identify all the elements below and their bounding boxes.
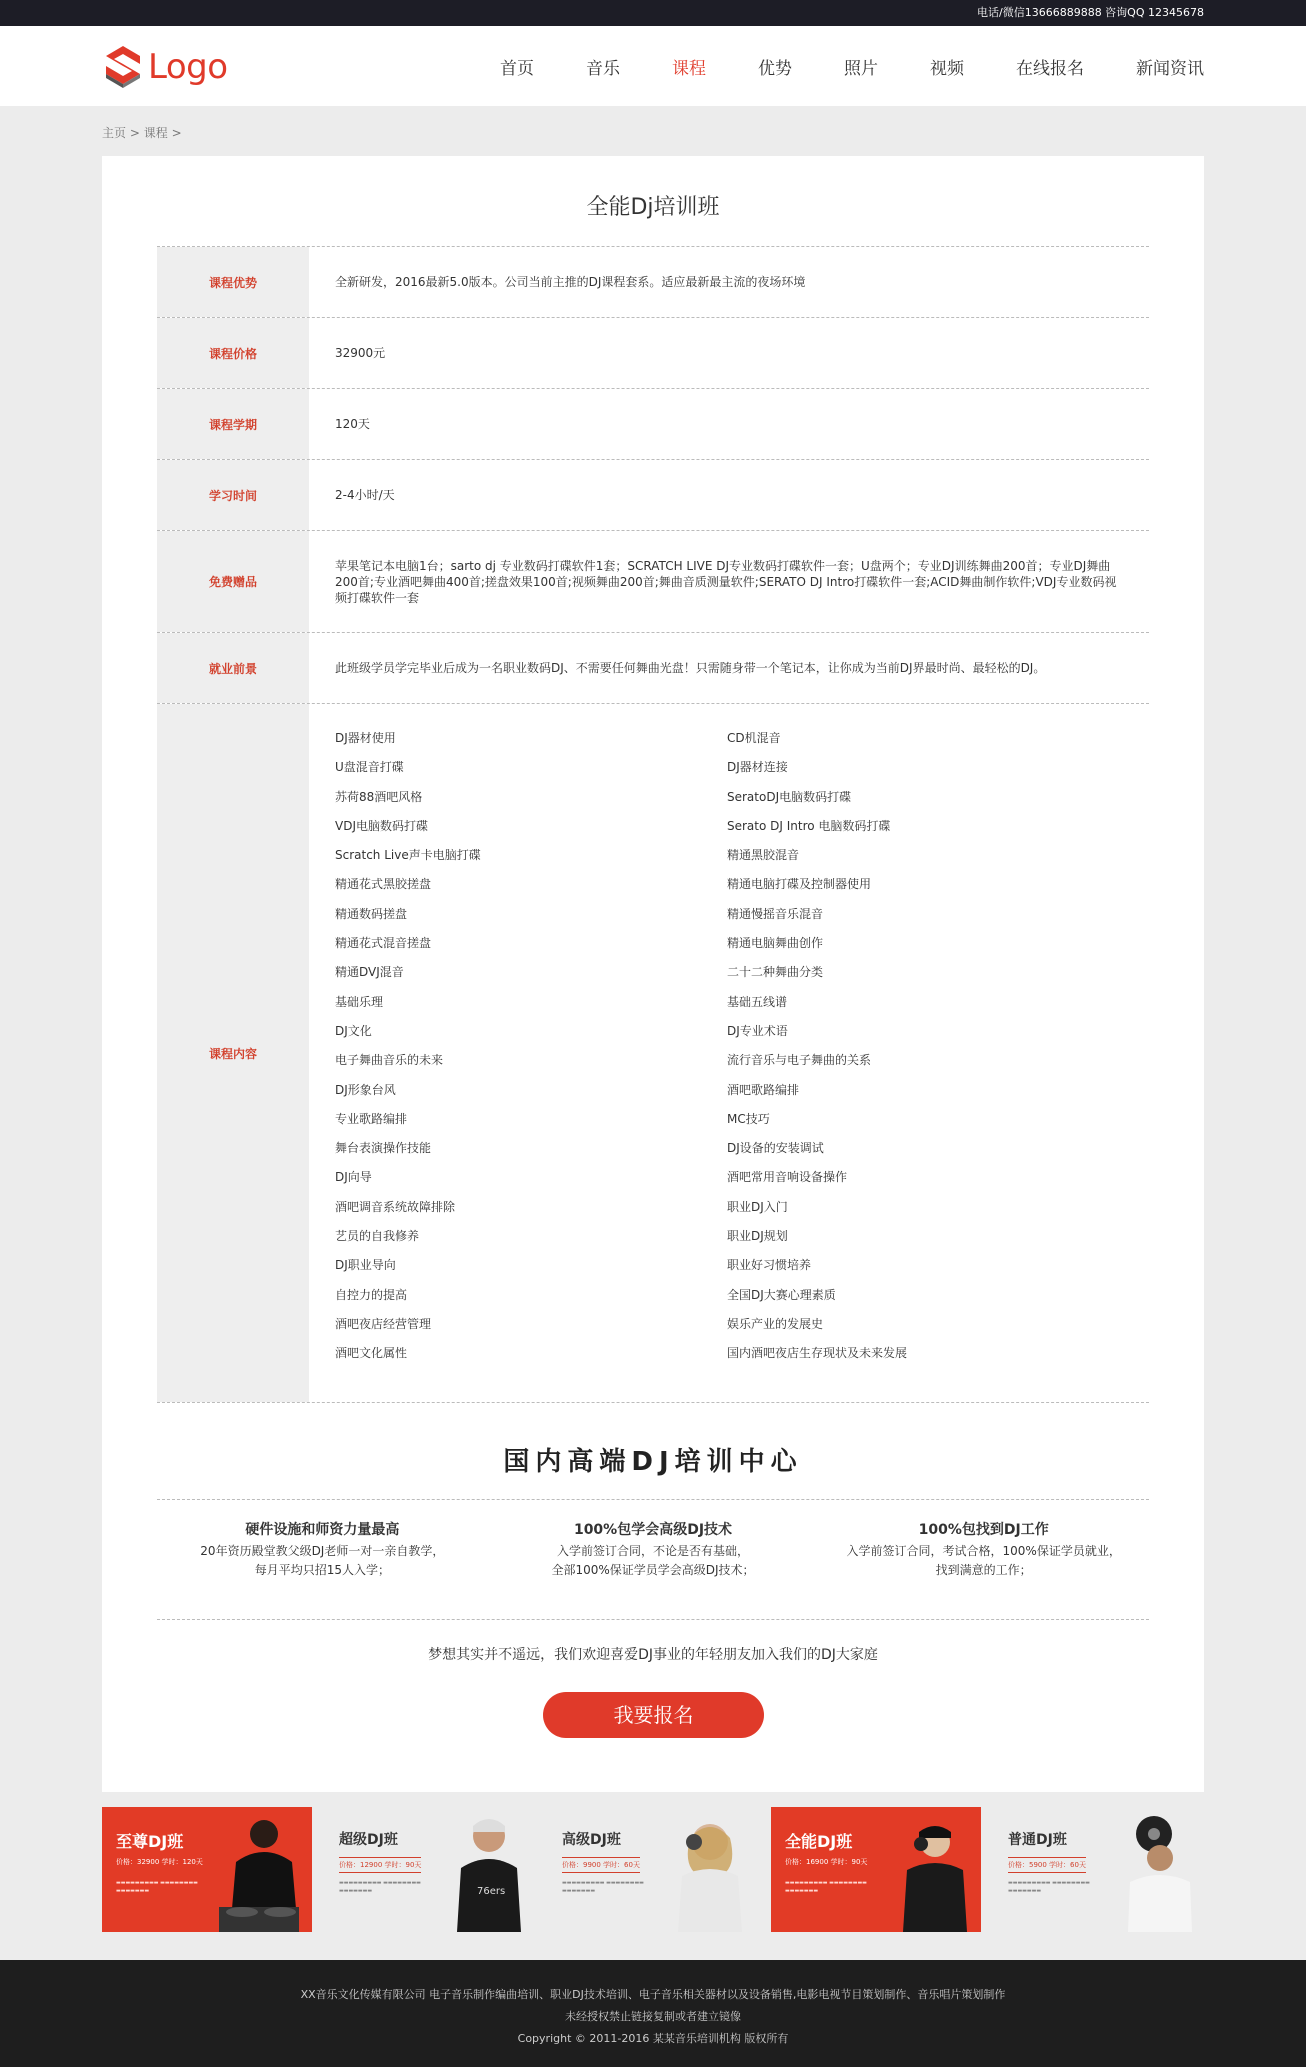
course-content-item: 娱乐产业的发展史 — [727, 1316, 824, 1331]
breadcrumb-separator: > — [171, 126, 182, 140]
feature-text: 20年资历殿堂教父级DJ老师一对一亲自教学， — [200, 1544, 445, 1558]
row-label: 免费赠品 — [157, 531, 309, 632]
nav-photos[interactable]: 照片 — [844, 58, 878, 79]
dj-photo-icon — [447, 1812, 527, 1932]
feature-title: 硬件设施和师资力量最高 — [245, 1522, 400, 1538]
main-nav — [448, 26, 1204, 106]
banner-desc-lines: ▬▬▬▬▬▬▬▬▬ ▬▬▬▬▬▬▬▬ ▬▬▬▬▬▬▬ — [562, 1880, 644, 1894]
course-content-item: 全国DJ大赛心理素质 — [727, 1287, 836, 1302]
nav-courses[interactable]: 课程 — [672, 58, 706, 79]
course-content-item: CD机混音 — [727, 731, 781, 745]
course-content-item: 酒吧歌路编排 — [727, 1082, 800, 1097]
footer — [0, 1960, 1306, 2067]
course-content-item: 精通数码搓盘 — [335, 906, 408, 921]
nav-music[interactable]: 音乐 — [586, 58, 620, 79]
banner-desc-lines: ▬▬▬▬▬▬▬▬▬ ▬▬▬▬▬▬▬▬ ▬▬▬▬▬▬▬ — [339, 1880, 421, 1894]
banner-meta: 价格：16900 学时：90天 — [785, 1858, 868, 1866]
row-value: 此班级学员学完毕业后成为一名职业数码DJ、不需要任何舞曲光盘！只需随身带一个笔记本，让你成为当前DJ界最时尚、最轻松的DJ。 — [335, 661, 1046, 675]
footer-notice: 未经授权禁止链接复制或者建立镜像 — [565, 2010, 741, 2023]
banner-super-class[interactable] — [325, 1807, 535, 1932]
course-content-item: 职业DJ规划 — [727, 1229, 788, 1244]
table-row — [157, 247, 1149, 318]
course-content-item: 舞台表演操作技能 — [335, 1141, 432, 1156]
banner-allround-class[interactable] — [771, 1807, 981, 1932]
footer-copyright: Copyright © 2011-2016 某某音乐培训机构 版权所有 — [517, 2032, 789, 2045]
nav-advantages[interactable]: 优势 — [758, 58, 792, 79]
table-row — [157, 531, 1149, 633]
nav-home[interactable]: 首页 — [500, 58, 534, 79]
row-value: 32900元 — [335, 346, 386, 360]
banner-meta: 价格：9900 学时：60天 — [562, 1857, 640, 1873]
course-content-item: DJ设备的安装调试 — [727, 1141, 824, 1156]
course-content-item: 流行音乐与电子舞曲的关系 — [727, 1053, 872, 1068]
divider — [157, 1499, 1149, 1500]
course-content-item: 精通电脑舞曲创作 — [727, 936, 824, 951]
course-banners — [102, 1807, 1204, 1932]
dj-photo-icon — [1116, 1812, 1196, 1932]
banner-title: 全能DJ班 — [785, 1832, 853, 1851]
banner-meta: 价格：5900 学时：60天 — [1008, 1857, 1086, 1873]
feature-item — [157, 1519, 488, 1580]
row-label: 课程学期 — [157, 389, 309, 459]
course-content-item: 自控力的提高 — [335, 1287, 408, 1302]
course-content-item: 精通DVJ混音 — [335, 965, 404, 980]
row-label: 就业前景 — [157, 633, 309, 703]
banner-supreme-class[interactable] — [102, 1807, 312, 1932]
table-row — [157, 318, 1149, 389]
course-content-item: 酒吧调音系统故障排除 — [335, 1199, 456, 1214]
course-content-item: 酒吧常用音响设备操作 — [727, 1170, 848, 1185]
nav-videos[interactable]: 视频 — [930, 58, 964, 79]
feature-text: 找到满意的工作； — [935, 1563, 1032, 1577]
breadcrumb-current[interactable]: 课程 — [143, 126, 168, 140]
course-panel — [102, 156, 1204, 1792]
banner-meta: 价格：12900 学时：90天 — [339, 1857, 421, 1873]
slogan: 梦想其实并不遥远，我们欢迎喜爱DJ事业的年轻朋友加入我们的DJ大家庭 — [428, 1647, 878, 1663]
dj-photo-icon — [893, 1812, 973, 1932]
feature-item — [488, 1519, 819, 1580]
course-content-item: 电子舞曲音乐的未来 — [335, 1053, 444, 1068]
course-content-item: 精通慢摇音乐混音 — [727, 906, 824, 921]
row-label: 学习时间 — [157, 460, 309, 530]
breadcrumb-separator: > — [129, 126, 140, 140]
feature-title: 100%包学会高级DJ技术 — [573, 1522, 733, 1538]
course-content-item: DJ器材连接 — [727, 760, 788, 775]
course-content-item: VDJ电脑数码打碟 — [335, 818, 428, 833]
banner-title: 普通DJ班 — [1008, 1832, 1067, 1848]
course-content-item: 二十二种舞曲分类 — [727, 965, 824, 980]
course-content-item: DJ向导 — [335, 1170, 372, 1185]
row-value: 苹果笔记本电脑1台；sarto dj 专业数码打碟软件1套；SCRATCH LIVE DJ专业数码打碟软件一套；U盘两个；专业DJ训练舞曲200首；专业DJ舞曲200首;专业酒吧舞曲400首;搓盘效果100首;视频舞曲200首;舞曲音质测量软件;SERATO DJ Intro打碟软件一套;ACID舞曲制作软件;VDJ专业数码视频打碟软件一套 — [335, 558, 1117, 605]
course-content-item: U盘混音打碟 — [335, 760, 404, 775]
row-value: 全新研发，2016最新5.0版本。公司当前主推的DJ课程套系。适应最新最主流的夜场环境 — [335, 275, 806, 289]
dj-photo-icon — [670, 1812, 750, 1932]
banner-title: 高级DJ班 — [562, 1832, 621, 1848]
contact-info: 电话/微信13666889888 咨询QQ 12345678 — [977, 6, 1204, 19]
footer-company: XX音乐文化传媒有限公司 电子音乐制作编曲培训、职业DJ技术培训、电子音乐相关器材以及设备销售,电影电视节目策划制作、音乐唱片策划制作 — [300, 1988, 1006, 2001]
course-content-item: 苏荷88酒吧风格 — [335, 789, 423, 804]
feature-item — [818, 1519, 1149, 1580]
svg-text:76ers: 76ers — [477, 1886, 506, 1897]
row-value — [309, 704, 1149, 1402]
banner-desc-lines: ▬▬▬▬▬▬▬▬▬ ▬▬▬▬▬▬▬▬ ▬▬▬▬▬▬▬ — [785, 1880, 867, 1894]
feature-text: 入学前签订合同，不论是否有基础， — [557, 1544, 750, 1558]
table-row — [157, 633, 1149, 704]
divider — [157, 1619, 1149, 1620]
row-value: 120天 — [335, 417, 370, 431]
table-row — [157, 704, 1149, 1403]
table-row — [157, 460, 1149, 531]
course-content-item: 职业好习惯培养 — [727, 1258, 812, 1273]
breadcrumb — [102, 106, 1204, 156]
course-content-item: 国内酒吧夜店生存现状及未来发展 — [727, 1346, 908, 1361]
course-content-item: DJ专业术语 — [727, 1023, 788, 1038]
course-content-item: SeratoDJ电脑数码打碟 — [727, 789, 852, 804]
table-row — [157, 389, 1149, 460]
course-content-item: 精通花式混音搓盘 — [335, 936, 432, 951]
row-label: 课程优势 — [157, 247, 309, 317]
dj-photo-icon — [214, 1812, 304, 1932]
course-content-item: DJ形象台风 — [335, 1082, 396, 1097]
course-content-item: 精通电脑打碟及控制器使用 — [727, 877, 872, 892]
course-content-item: 基础五线谱 — [727, 994, 788, 1009]
banner-desc-lines: ▬▬▬▬▬▬▬▬▬ ▬▬▬▬▬▬▬▬ ▬▬▬▬▬▬▬ — [116, 1880, 198, 1894]
banner-title: 超级DJ班 — [339, 1832, 398, 1848]
feature-text: 每月平均只招15人入学； — [254, 1563, 390, 1577]
course-content-item: 酒吧文化属性 — [335, 1346, 408, 1361]
features — [157, 1519, 1149, 1580]
course-content-item: Scratch Live声卡电脑打碟 — [335, 848, 481, 863]
banner-desc-lines: ▬▬▬▬▬▬▬▬▬ ▬▬▬▬▬▬▬▬ ▬▬▬▬▬▬▬ — [1008, 1880, 1090, 1894]
top-bar — [0, 0, 1306, 26]
feature-text: 入学前签订合同，考试合格，100%保证学员就业， — [846, 1544, 1121, 1558]
breadcrumb-home[interactable]: 主页 — [102, 126, 127, 140]
nav-news[interactable]: 新闻资讯 — [1136, 58, 1204, 79]
nav-signup[interactable]: 在线报名 — [1016, 58, 1084, 79]
course-table — [157, 246, 1149, 1403]
feature-title: 100%包找到DJ工作 — [918, 1522, 1049, 1538]
course-content-item: 精通花式黑胶搓盘 — [335, 877, 432, 892]
header — [0, 26, 1306, 106]
banner-basic-class[interactable] — [994, 1807, 1204, 1932]
banner-meta: 价格：32900 学时：120天 — [116, 1858, 203, 1866]
banner-title: 至尊DJ班 — [116, 1832, 184, 1851]
course-content-item: 基础乐理 — [335, 994, 384, 1009]
course-content-item: DJ文化 — [335, 1023, 372, 1038]
logo-text: Logo — [148, 47, 228, 87]
course-content-item: 专业歌路编排 — [335, 1111, 408, 1126]
course-content-item: MC技巧 — [727, 1111, 770, 1126]
row-label: 课程内容 — [157, 704, 309, 1402]
course-content-item: DJ职业导向 — [335, 1258, 396, 1273]
logo[interactable] — [106, 46, 228, 88]
row-value: 2-4小时/天 — [335, 488, 395, 502]
signup-button[interactable]: 我要报名 — [543, 1692, 764, 1738]
row-label: 课程价格 — [157, 318, 309, 388]
course-content-item: 酒吧夜店经营管理 — [335, 1316, 432, 1331]
course-content-item: DJ器材使用 — [335, 731, 396, 745]
center-title: 国内高端DJ培训中心 — [503, 1447, 803, 1477]
logo-icon — [106, 46, 140, 88]
course-content-item: 职业DJ入门 — [727, 1199, 788, 1214]
feature-text: 全部100%保证学员学会高级DJ技术； — [551, 1563, 755, 1577]
course-content-list — [335, 704, 1119, 1375]
course-content-item: 艺员的自我修养 — [335, 1229, 420, 1244]
course-content-item: 精通黑胶混音 — [727, 848, 800, 863]
banner-advanced-class[interactable] — [548, 1807, 758, 1932]
course-title: 全能Dj培训班 — [586, 195, 720, 220]
course-content-item: Serato DJ Intro 电脑数码打碟 — [727, 818, 891, 833]
